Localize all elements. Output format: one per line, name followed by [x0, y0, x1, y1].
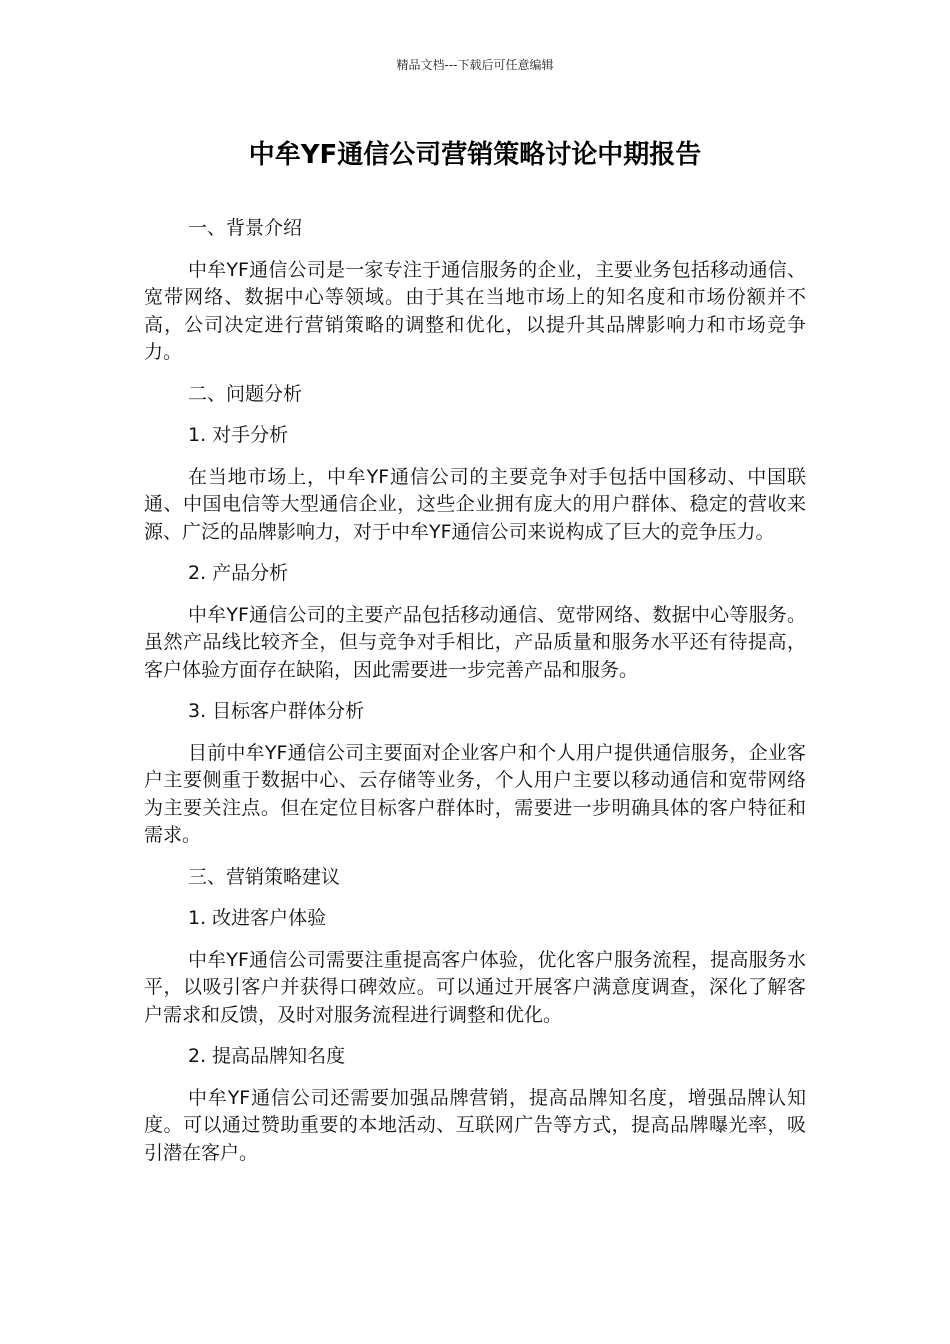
paragraph-background: 中牟YF通信公司是一家专注于通信服务的企业，主要业务包括移动通信、宽带网络、数据中心等领域。由于其在当地市场上的知名度和市场份额并不高，公司决定进行营销策略的调整和优化，以提升其品牌影响力和市场竞争力。	[144, 258, 806, 363]
header-note: 精品文档---下载后可任意编辑	[396, 58, 554, 72]
section-heading-background: 一、背景介绍	[188, 217, 303, 239]
section-heading-marketing-strategy: 三、营销策略建议	[188, 865, 341, 888]
section-heading-problem-analysis: 二、问题分析	[188, 382, 303, 405]
document-title: 中牟YF通信公司营销策略讨论中期报告	[248, 140, 702, 170]
paragraph-customer-experience: 中牟YF通信公司需要注重提高客户体验，优化客户服务流程，提高服务水平，以吸引客户并获得口碑效应。可以通过开展客户满意度调查，深化了解客户需求和反馈，及时对服务流程进行调整和优化。	[144, 948, 806, 1026]
subheading-brand-awareness: 2. 提高品牌知名度	[188, 1045, 346, 1067]
paragraph-brand-awareness: 中牟YF通信公司还需要加强品牌营销，提高品牌知名度，增强品牌认知度。可以通过赞助重要的本地活动、互联网广告等方式，提高品牌曝光率，吸引潜在客户。	[144, 1086, 806, 1164]
paragraph-competitor-analysis: 在当地市场上，中牟YF通信公司的主要竞争对手包括中国移动、中国联通、中国电信等大型通信企业，这些企业拥有庞大的用户群体、稳定的营收来源、广泛的品牌影响力，对于中牟YF通信公司来说构成了巨大的竞争压力。	[144, 465, 806, 543]
subheading-customer-experience: 1. 改进客户体验	[188, 907, 327, 929]
document-body	[144, 215, 806, 1181]
paragraph-target-customer-analysis: 目前中牟YF通信公司主要面对企业客户和个人用户提供通信服务，企业客户主要侧重于数据中心、云存储等业务，个人用户主要以移动通信和宽带网络为主要关注点。但在定位目标客户群体时，需要进一步明确具体的客户特征和需求。	[144, 741, 806, 846]
subheading-target-customer-analysis: 3. 目标客户群体分析	[188, 700, 365, 722]
subheading-product-analysis: 2. 产品分析	[188, 562, 289, 584]
subheading-competitor-analysis: 1. 对手分析	[188, 424, 289, 446]
paragraph-product-analysis: 中牟YF通信公司的主要产品包括移动通信、宽带网络、数据中心等服务。虽然产品线比较齐全，但与竞争对手相比，产品质量和服务水平还有待提高，客户体验方面存在缺陷，因此需要进一步完善产品和服务。	[144, 603, 806, 681]
